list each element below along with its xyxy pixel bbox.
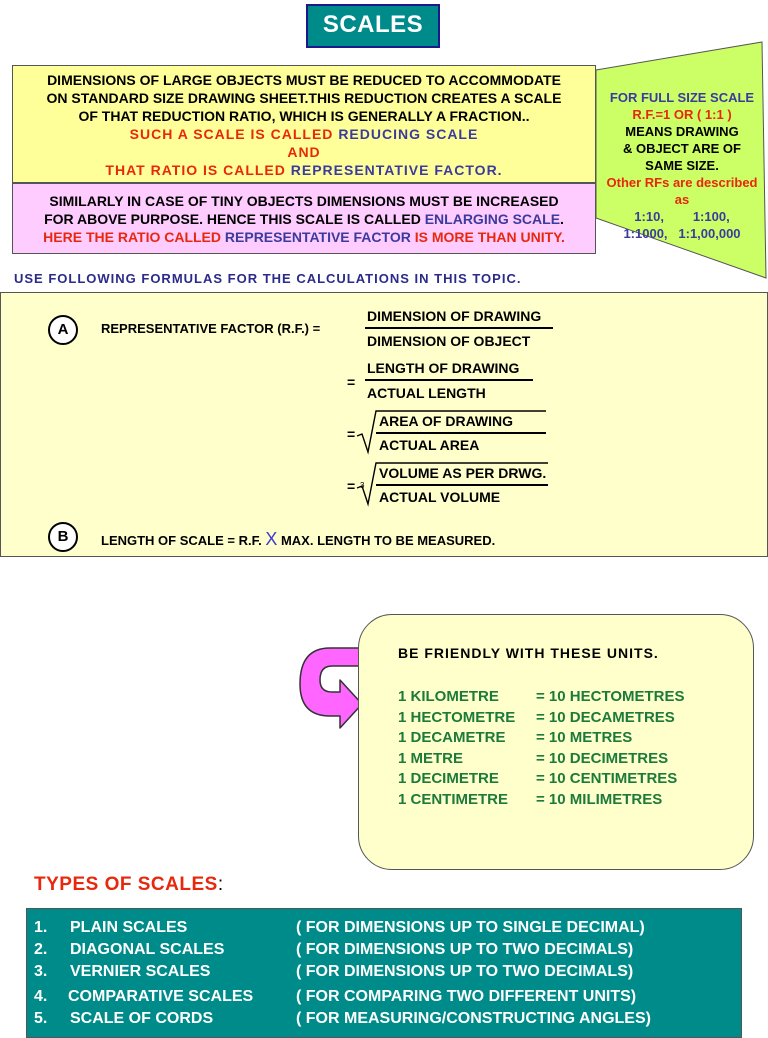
equals-sign: = <box>347 478 356 494</box>
representative-factor-term: REPRESENTATIVE FACTOR <box>224 229 411 245</box>
intro-text: SUCH A SCALE IS CALLED <box>129 126 339 142</box>
side-note-line: 1:10, 1:100, <box>634 209 730 224</box>
unit-left: 1 DECAMETRE <box>398 729 506 746</box>
units-heading: BE FRIENDLY WITH THESE UNITS. <box>398 645 659 661</box>
multiply-sign: X <box>265 529 278 549</box>
unit-right: = 10 METRES <box>536 729 633 746</box>
unit-left: 1 CENTIMETRE <box>398 790 509 808</box>
scale-type-name: DIAGONAL SCALES <box>70 941 225 958</box>
formula-a-badge: A <box>48 315 78 345</box>
scale-type-name: VERNIER SCALES <box>70 963 211 980</box>
side-note-line: FOR FULL SIZE SCALE <box>609 90 755 105</box>
intro-text: THAT RATIO IS CALLED <box>105 162 291 178</box>
fraction-denominator: ACTUAL AREA <box>379 437 480 453</box>
scale-type-number: 4. <box>34 988 48 1005</box>
curved-arrow-icon <box>296 644 366 740</box>
unit-right: = 10 DECAMETRES <box>536 708 675 726</box>
scale-type-number: 1. <box>34 919 48 936</box>
formula-text: LENGTH OF SCALE = R.F. <box>101 533 266 548</box>
unit-left: 1 METRE <box>398 749 464 767</box>
scale-type-number: 5. <box>34 1010 48 1027</box>
enlarging-text: . <box>560 211 564 227</box>
reducing-scale-term: REDUCING SCALE <box>338 126 479 142</box>
enlarging-text: FOR ABOVE PURPOSE. HENCE THIS SCALE IS CALLED <box>44 211 425 227</box>
scale-type-description: ( FOR COMPARING TWO DIFFERENT UNITS) <box>296 988 637 1005</box>
side-note-line: Other RFs are described <box>606 175 758 190</box>
side-note-line: 1:1000, 1:1,00,000 <box>623 226 741 241</box>
scale-type-name: SCALE OF CORDS <box>70 1010 214 1027</box>
unit-left: 1 KILOMETRE <box>398 688 499 705</box>
page-title: SCALES <box>306 4 440 48</box>
intro-line: ON STANDARD SIZE DRAWING SHEET.THIS REDUCTION CREATES A SCALE <box>46 90 562 106</box>
scale-type-description: ( FOR DIMENSIONS UP TO TWO DECIMALS) <box>296 963 634 980</box>
enlarging-text: IS MORE THAN UNITY. <box>410 229 565 245</box>
types-heading <box>34 874 224 896</box>
fraction-denominator: ACTUAL LENGTH <box>367 385 486 401</box>
unit-right: = 10 HECTOMETRES <box>536 688 685 705</box>
rf-label: REPRESENTATIVE FACTOR (R.F.) = <box>101 321 321 336</box>
side-note-line: as <box>674 192 690 207</box>
fraction-numerator: DIMENSION OF DRAWING <box>367 308 542 324</box>
scale-type-number: 3. <box>34 963 48 980</box>
scale-type-name: PLAIN SCALES <box>70 919 188 936</box>
formula-text: MAX. LENGTH TO BE MEASURED. <box>277 533 496 548</box>
fraction-denominator: ACTUAL VOLUME <box>379 489 501 505</box>
representative-factor-term: REPRESENTATIVE FACTOR. <box>290 162 503 178</box>
equals-sign: = <box>347 374 356 390</box>
side-note-line: R.F.=1 OR ( 1:1 ) <box>632 107 732 122</box>
side-note <box>596 89 768 242</box>
intro-line: OF THAT REDUCTION RATIO, WHICH IS GENERALLY A FRACTION.. <box>78 108 530 124</box>
unit-left: 1 HECTOMETRE <box>398 708 516 726</box>
side-note-line: SAME SIZE. <box>645 158 719 173</box>
scale-type-number: 2. <box>34 941 48 958</box>
enlarging-line: SIMILARLY IN CASE OF TINY OBJECTS DIMENSIONS MUST BE INCREASED <box>49 193 559 209</box>
fraction-numerator: LENGTH OF DRAWING <box>367 360 520 376</box>
formula-instruction: USE FOLLOWING FORMULAS FOR THE CALCULATIONS IN THIS TOPIC. <box>14 271 522 286</box>
intro-line: DIMENSIONS OF LARGE OBJECTS MUST BE REDUCED TO ACCOMMODATE <box>47 72 561 88</box>
unit-right: = 10 CENTIMETRES <box>536 770 678 787</box>
fraction-bar <box>365 327 553 329</box>
scale-type-name: COMPARATIVE SCALES <box>68 988 254 1005</box>
fraction-numerator: VOLUME AS PER DRWG. <box>379 465 547 481</box>
intro-line: AND <box>287 144 321 160</box>
enlarging-text: HERE THE RATIO CALLED <box>43 229 225 245</box>
intro-box <box>12 65 596 183</box>
unit-left: 1 DECIMETRE <box>398 770 499 787</box>
fraction-numerator: AREA OF DRAWING <box>379 413 514 429</box>
unit-right: = 10 MILIMETRES <box>536 790 663 808</box>
enlarging-box <box>12 183 596 254</box>
side-note-line: MEANS DRAWING <box>625 124 739 139</box>
formula-b-badge: B <box>48 522 78 552</box>
fraction-denominator: DIMENSION OF OBJECT <box>367 333 531 349</box>
equals-sign: = <box>347 426 356 442</box>
scale-type-description: ( FOR DIMENSIONS UP TO TWO DECIMALS) <box>296 941 634 958</box>
unit-right: = 10 DECIMETRES <box>536 749 669 767</box>
cube-root-index: 3 <box>360 481 365 490</box>
scale-type-description: ( FOR MEASURING/CONSTRUCTING ANGLES) <box>296 1010 651 1027</box>
fraction-bar <box>365 379 533 381</box>
scale-type-description: ( FOR DIMENSIONS UP TO SINGLE DECIMAL) <box>296 919 645 936</box>
types-heading-colon: : <box>217 874 224 895</box>
enlarging-scale-term: ENLARGING SCALE <box>424 211 561 227</box>
side-note-line: & OBJECT ARE OF <box>623 141 741 156</box>
length-of-scale-formula <box>101 529 495 550</box>
types-heading-text: TYPES OF SCALES <box>34 874 218 895</box>
